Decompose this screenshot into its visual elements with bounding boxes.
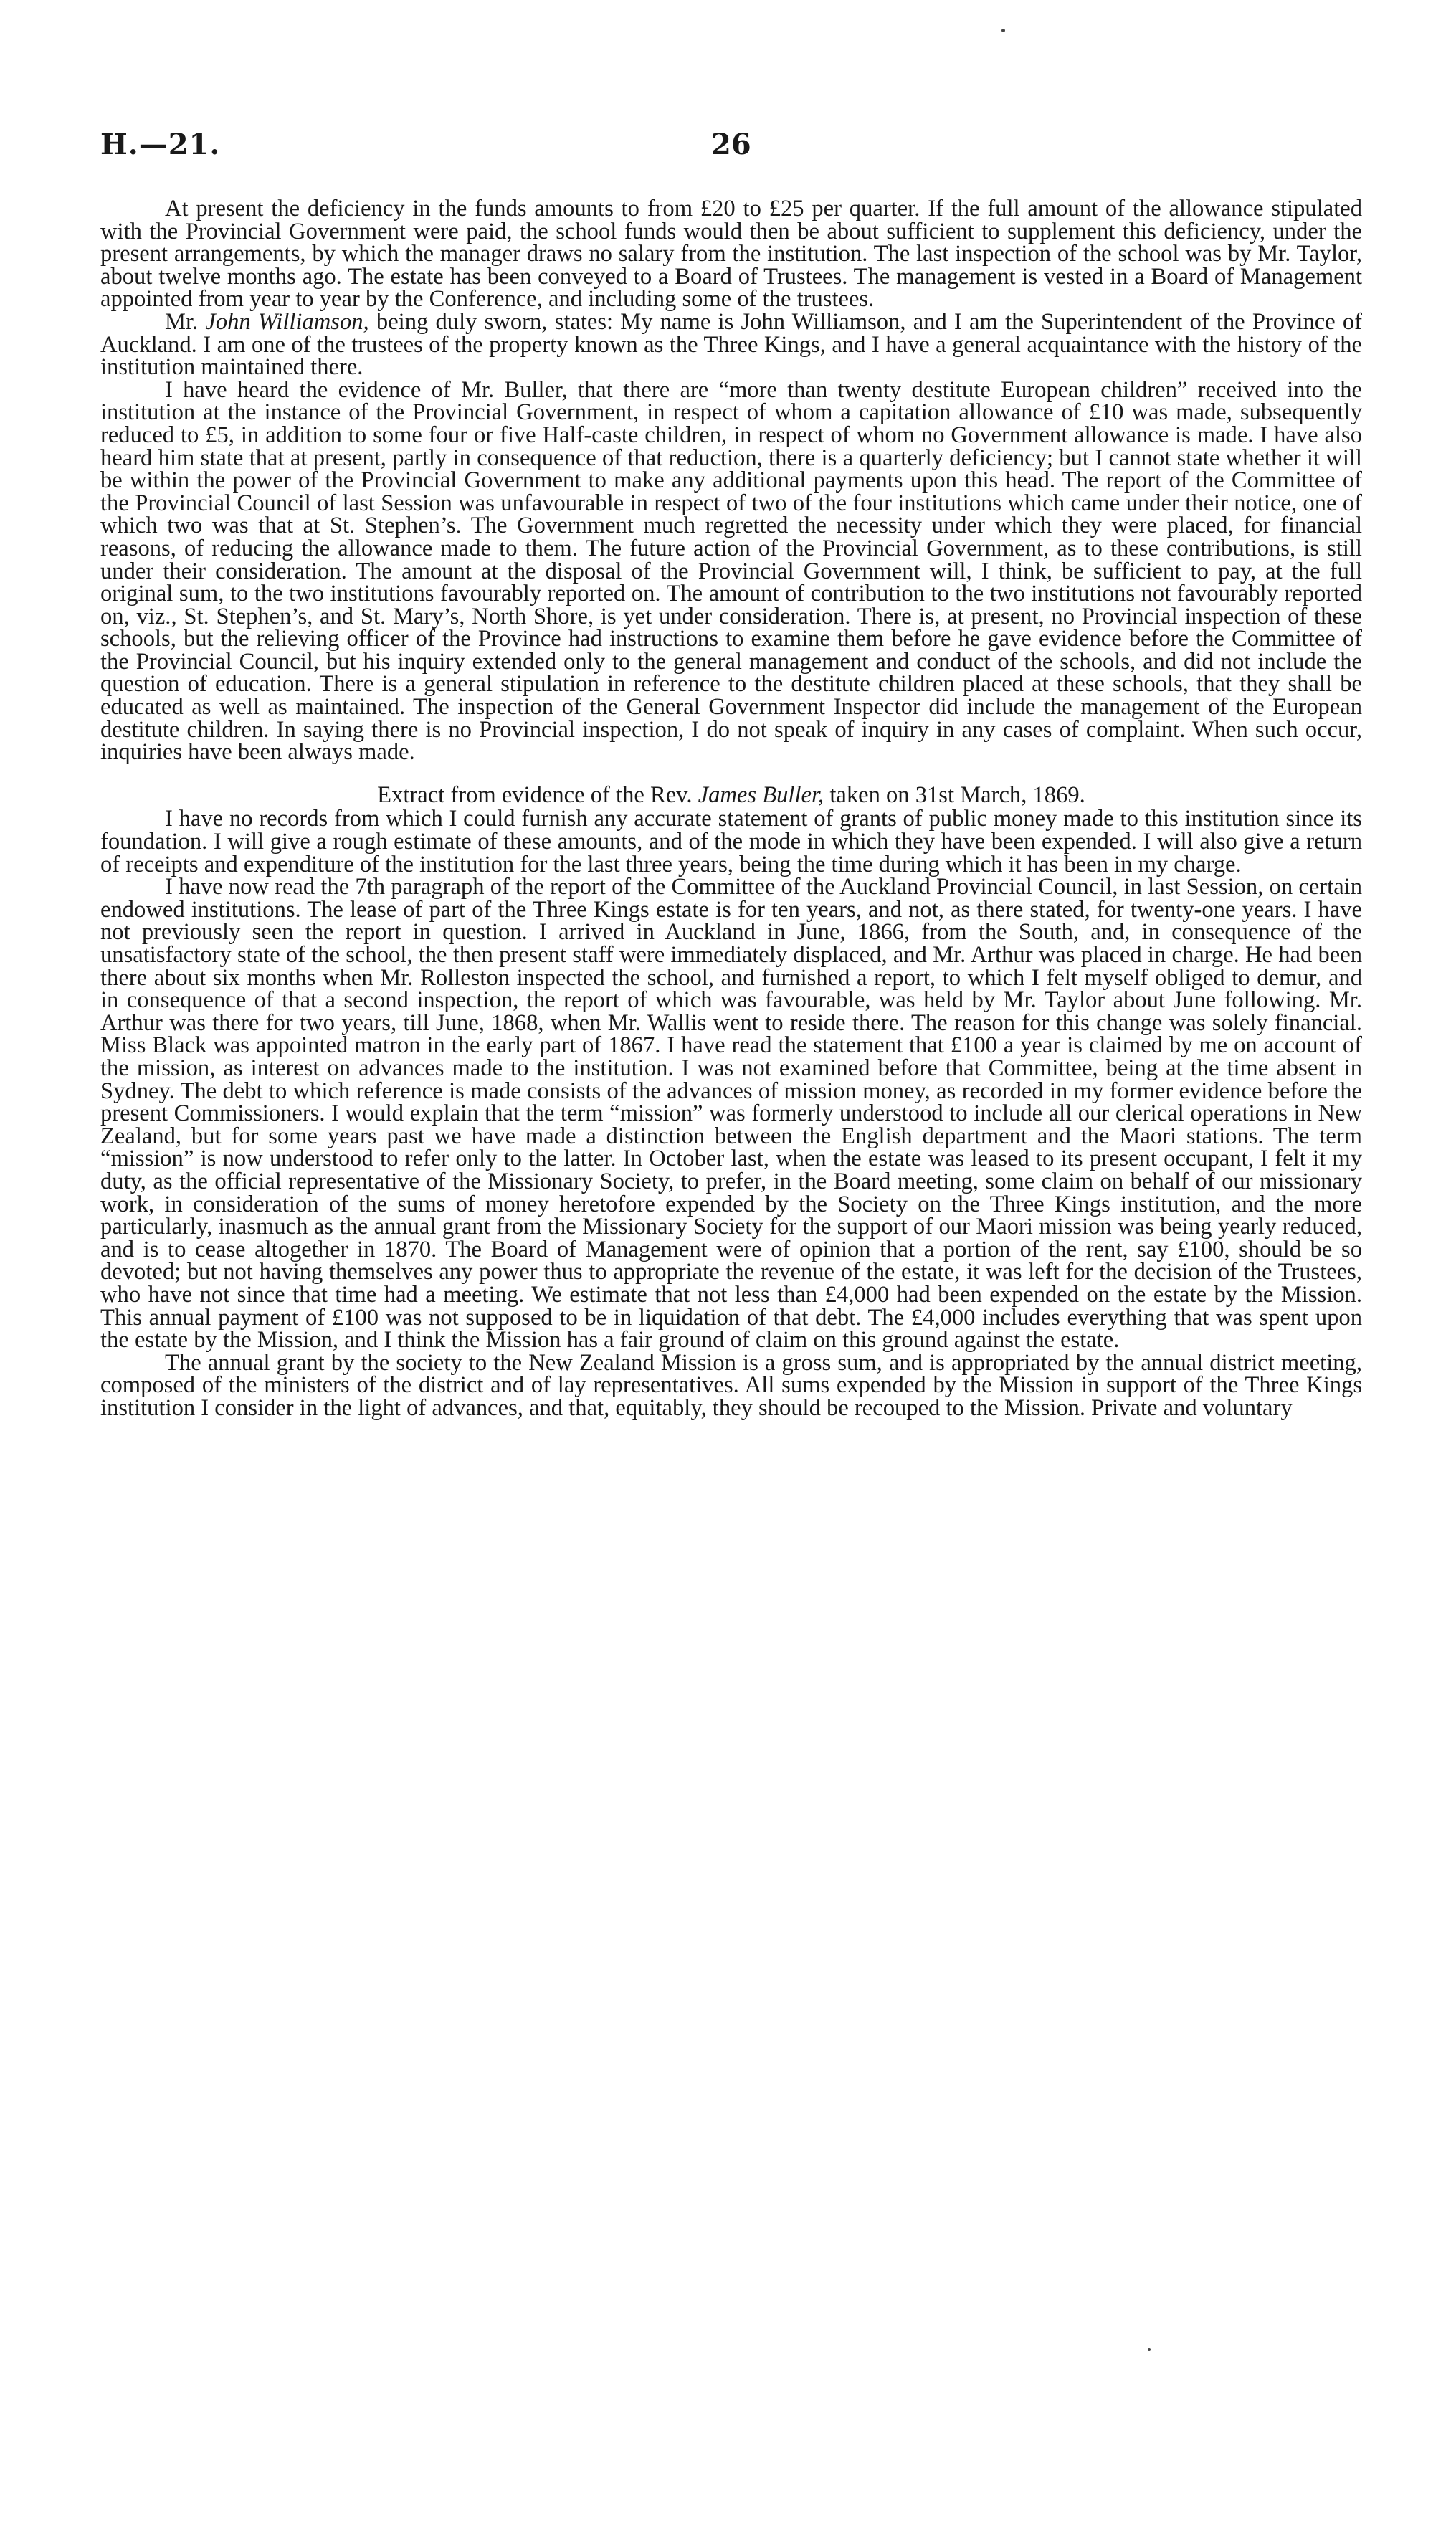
paragraph-seventh-report: I have now read the 7th paragraph of the report of the Committee of the Auckland Provincial Council, in last Session, on certain endowed institutions. The lease of part of the Three Kings estate is for ten years, and not, as there stated, for twenty-one years. I have not previously seen the report in question. I arrived in Auckland in June, 1866, from the South, and, in consequence of the unsatisfactory state of the school, the then present staff were immediately displaced, and Mr. Arthur was placed in charge. He had been there about six months when Mr. Rolleston inspected the school, and furnished a report, to which I felt myself obliged to demur, and in consequence of that a second inspection, the report of which was favourable, was held by Mr. Taylor about June following. Mr. Arthur was there for two years, till June, 1868, when Mr. Wallis went to reside there. The reason for this change was solely financial. Miss Black was appointed matron in the early part of 1867. I have read the statement that £100 a year is claimed by me on account of the mission, as interest on advances made to the institution. I was not examined before that Committee, being at the time absent in Sydney. The debt to which reference is made consists of the advances of mission money, as recorded in my former evidence before the present Commissioners. I would explain that the term “mission” was formerly understood to include all our clerical operations in New Zealand, but for some years past we have made a distinction between the English department and the Maori stations. The term “mission” is now understood to refer only to the latter. In October last, when the estate was leased to its present occupant, I felt it my duty, as the official representative of the Missionary Society, to prefer, in the Board meeting, some claim on behalf of our missionary work, in consideration of the sums of money heretofore expended by the Society on the Three Kings institution, and the more particularly, inasmuch as the annual grant from the Missionary Society for the support of our Maori mission was being yearly reduced, and is to cease altogether in 1870. The Board of Management were of opinion that a portion of the rent, say £100, should be so devoted; but not having themselves any power thus to appropriate the revenue of the estate, it was left for the decision of the Trustees, who have not since that time had a meeting. We estimate that not less than £4,000 had been expended on the estate by the Mission. This annual payment of £100 was not supposed to be in liquidation of that debt. The £4,000 includes everything that was spent upon the estate by the Mission, and I think the Mission has a fair ground of claim on this ground against the estate. bbox=[100, 874, 1362, 1354]
heading-witness-name: James Buller, bbox=[698, 781, 824, 808]
witness-name: John Williamson, bbox=[205, 308, 369, 335]
paragraph-williamson-sworn bbox=[100, 308, 1363, 381]
paragraph-text: being duly sworn, states: My name is John Williamson, and I am the Superintendent of the Province of Auckland. I am one of the trustees of the property known as the Three Kings, and I have a general acquaintance with the history of the institution maintained there. bbox=[100, 308, 1363, 381]
speck-mark bbox=[1148, 2348, 1151, 2351]
paragraph-no-records: I have no records from which I could furnish any accurate statement of grants of public money made to this institution since its foundation. I will give a rough estimate of these amounts, and of the mode in which they have been expended. I will also give a return of receipts and expenditure of the institution for the last three years, being the time during which it has been in my charge. bbox=[100, 806, 1362, 877]
paragraph-prefix: Mr. bbox=[165, 308, 206, 335]
speck-mark bbox=[1001, 29, 1005, 32]
extract-heading bbox=[100, 781, 1362, 808]
page-header bbox=[100, 128, 1362, 171]
heading-suffix: taken on 31st March, 1869. bbox=[824, 781, 1085, 808]
document-body bbox=[100, 198, 1362, 1419]
heading-prefix: Extract from evidence of the Rev. bbox=[377, 781, 698, 808]
paragraph-deficiency: At present the deficiency in the funds amounts to from £20 to £25 per quarter. If the full amount of the allowance stipulated with the Provincial Government were paid, the school funds would then be about sufficient to supplement this deficiency, under the present arrangements, by which the manager draws no salary from the institution. The last inspection of the school was by Mr. Taylor, about twelve months ago. The estate has been conveyed to a Board of Trustees. The management is vested in a Board of Management appointed from year to year by the Conference, and including some of the trustees. bbox=[100, 196, 1362, 313]
paragraph-buller-evidence: I have heard the evidence of Mr. Buller, that there are “more than twenty destitute European children” received into the institution at the instance of the Provincial Government, in respect of whom a capitation allowance of £10 was made, subsequently reduced to £5, in addition to some four or five Half-caste children, in respect of whom no Government allowance is made. I have also heard him state that at present, partly in consequence of that reduction, there is a quarterly deficiency; but I cannot state whether it will be within the power of the Provincial Government to make any additional payments upon this head. The report of the Committee of the Provincial Council of last Session was unfavourable in respect of two of the four institutions which came under their notice, one of which two was that at St. Stephen’s. The Government much regretted the necessity under which they were placed, for financial reasons, of reducing the allowance made to them. The future action of the Provincial Government, as to these contributions, is still under their consideration. The amount at the disposal of the Provincial Government will, I think, be sufficient to pay, at the full original sum, to the two institutions favourably reported on. The amount of contribution to the two institutions not favourably reported on, viz., St. Stephen’s, and St. Mary’s, North Shore, is yet under consideration. There is, at present, no Provincial inspection of these schools, but the relieving officer of the Province had instructions to examine them before he gave evidence before the Committee of the Provincial Council, but his inquiry extended only to the general management and conduct of the schools, and did not include the question of education. There is a general stipulation in reference to the destitute children placed at these schools, that they shall be educated as well as maintained. The inspection of the General Government Inspector did include the management of the European destitute children. In saying there is no Provincial inspection, I do not speak of inquiry in any cases of complaint. When such occur, inquiries have been always made. bbox=[100, 376, 1362, 766]
document-id: H.—21. bbox=[100, 128, 221, 161]
paragraph-annual-grant: The annual grant by the society to the New Zealand Mission is a gross sum, and is appropriated by the annual district meeting, composed of the ministers of the district and of lay representatives. All sums expended by the Mission in support of the Three Kings institution I consider in the light of advances, and that, equitably, they should be recouped to the Mission. Private and voluntary bbox=[100, 1349, 1362, 1421]
page-number: 26 bbox=[711, 128, 751, 161]
